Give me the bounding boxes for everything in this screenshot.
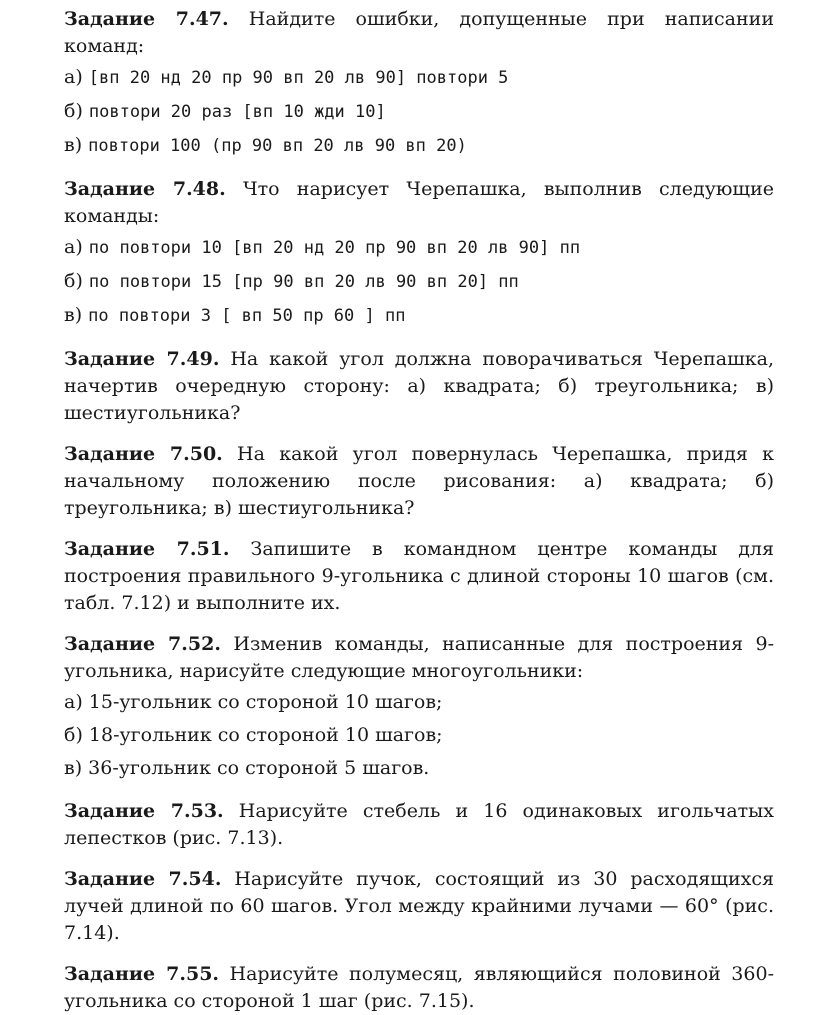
task-text: На какой угол повернулась Черепашка, придя к начальному положению после рисования: а) квадрата; б) треугольника; в) шестиугольника? <box>64 443 774 519</box>
command-code: по повтори 3 [ вп 50 пр 60 ] пп <box>88 306 406 326</box>
task-text: Что нарисует Черепашка, выполнив следующие команды: <box>64 178 774 227</box>
command-code: повтори 20 раз [вп 10 жди 10] <box>88 102 386 122</box>
task-number: Задание 7.54. <box>64 868 222 890</box>
task-text: Нарисуйте полумесяц, являющийся половиной 360-угольника со стороной 1 шаг (рис. 7.15). <box>64 963 774 1012</box>
task-text: Найдите ошибки, допущенные при написании команд: <box>64 8 774 57</box>
list-item: в) по повтори 3 [ вп 50 пр 60 ] пп <box>64 304 406 326</box>
task-text: На какой угол должна поворачиваться Черепашка, начертив очередную сторону: а) квадрата; б) треугольника; в) шестиугольника? <box>64 348 774 424</box>
list-item: б) по повтори 15 [пр 90 вп 20 лв 90 вп 20] пп <box>64 270 519 292</box>
list-item: б) 18-угольник со стороной 10 шагов; <box>64 724 443 746</box>
task-7-54 <box>64 866 774 947</box>
task-7-50 <box>64 441 774 522</box>
command-code: по повтори 15 [пр 90 вп 20 лв 90 вп 20] пп <box>88 272 519 292</box>
task-7-52 <box>64 631 774 784</box>
task-text: Нарисуйте стебель и 16 одинаковых игольчатых лепестков (рис. 7.13). <box>64 800 774 849</box>
task-text: Изменив команды, написанные для построения 9-угольника, нарисуйте следующие многоугольники: <box>64 633 774 682</box>
command-code: по повтори 10 [вп 20 нд 20 пр 90 вп 20 лв 90] пп <box>88 238 581 258</box>
task-text: Нарисуйте пучок, состоящий из 30 расходящихся лучей длиной по 60 шагов. Угол между крайними лучами — 60° (рис. 7.14). <box>64 868 774 944</box>
task-number: Задание 7.53. <box>64 800 224 822</box>
list-item: в) повтори 100 (пр 90 вп 20 лв 90 вп 20) <box>64 134 467 156</box>
task-7-55 <box>64 961 774 1015</box>
task-number: Задание 7.50. <box>64 443 223 465</box>
task-number: Задание 7.55. <box>64 963 220 985</box>
task-text: Запишите в командном центре команды для построения правильного 9-угольника с длиной стороны 10 шагов (см. табл. 7.12) и выполните их. <box>64 538 774 614</box>
command-code: [вп 20 нд 20 пр 90 вп 20 лв 90] повтори 5 <box>88 68 509 88</box>
list-item: а) по повтори 10 [вп 20 нд 20 пр 90 вп 20 лв 90] пп <box>64 236 581 258</box>
list-item: а) 15-угольник со стороной 10 шагов; <box>64 691 443 713</box>
task-number: Задание 7.48. <box>64 178 226 200</box>
task-7-47 <box>64 6 774 162</box>
list-item: в) 36-угольник со стороной 5 шагов. <box>64 757 430 779</box>
task-number: Задание 7.47. <box>64 8 229 30</box>
task-7-51 <box>64 536 774 617</box>
task-number: Задание 7.51. <box>64 538 230 560</box>
command-code: повтори 100 (пр 90 вп 20 лв 90 вп 20) <box>88 136 467 156</box>
task-number: Задание 7.49. <box>64 348 220 370</box>
task-7-53 <box>64 798 774 852</box>
task-number: Задание 7.52. <box>64 633 221 655</box>
task-7-49 <box>64 346 774 427</box>
list-item: б) повтори 20 раз [вп 10 жди 10] <box>64 100 386 122</box>
list-item: а) [вп 20 нд 20 пр 90 вп 20 лв 90] повтори 5 <box>64 66 509 88</box>
task-7-48 <box>64 176 774 332</box>
